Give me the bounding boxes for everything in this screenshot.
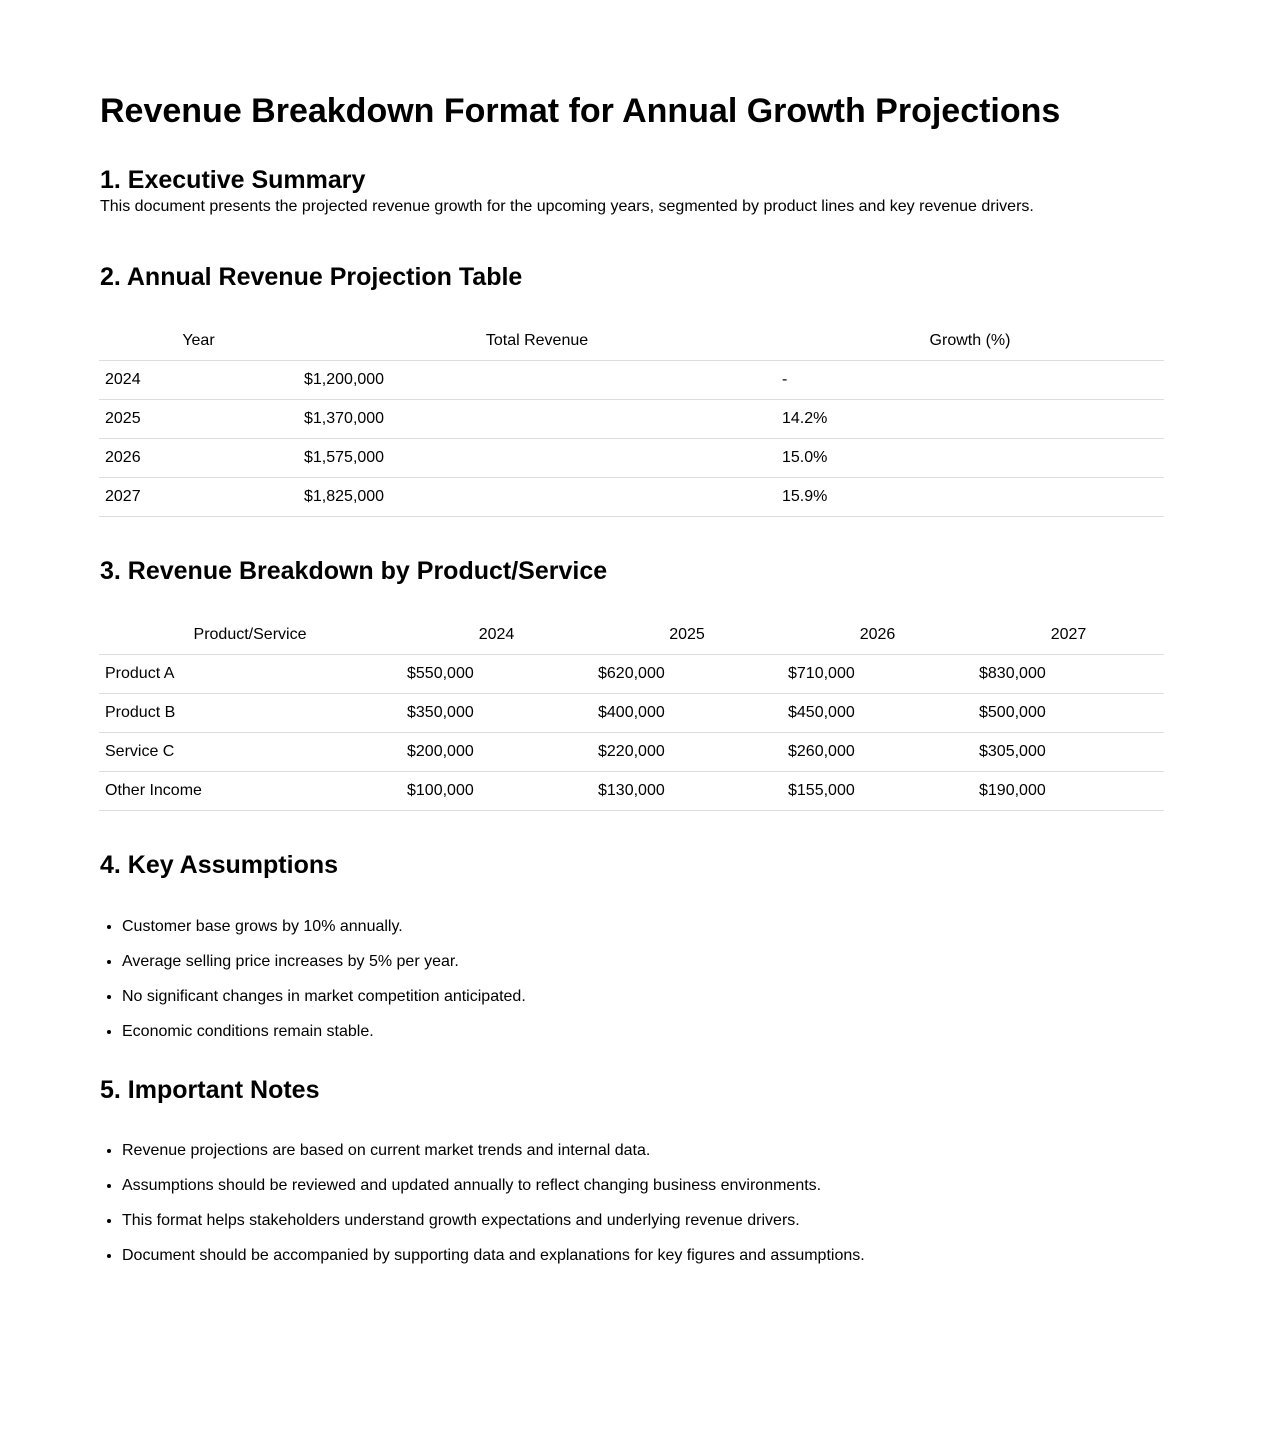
list-item: • Economic conditions remain stable. <box>122 1021 1164 1043</box>
list-item: • Assumptions should be reviewed and updated annually to reflect changing business environments. <box>122 1175 1164 1197</box>
value-cell: $620,000 <box>592 655 782 694</box>
breakdown-header-2027: 2027 <box>973 615 1164 655</box>
value-cell: $190,000 <box>973 772 1164 811</box>
value-cell: $830,000 <box>973 655 1164 694</box>
total-revenue-cell: $1,825,000 <box>298 478 776 517</box>
breakdown-header-2024: 2024 <box>401 615 592 655</box>
table-row <box>99 361 1164 400</box>
executive-summary-heading: 1. Executive Summary <box>100 166 366 194</box>
breakdown-table-heading: 3. Revenue Breakdown by Product/Service <box>100 557 608 585</box>
growth-cell: 14.2% <box>776 400 1164 439</box>
year-cell: 2026 <box>99 439 298 478</box>
projection-header-row <box>99 321 1164 361</box>
important-notes-heading: 5. Important Notes <box>100 1076 320 1104</box>
value-cell: $350,000 <box>401 694 592 733</box>
growth-cell: 15.9% <box>776 478 1164 517</box>
table-row <box>99 478 1164 517</box>
list-item: • No significant changes in market competition anticipated. <box>122 986 1164 1008</box>
value-cell: $220,000 <box>592 733 782 772</box>
breakdown-table <box>99 615 1164 811</box>
table-row <box>99 733 1164 772</box>
year-cell: 2025 <box>99 400 298 439</box>
breakdown-header-2026: 2026 <box>782 615 973 655</box>
value-cell: $450,000 <box>782 694 973 733</box>
list-item: • Average selling price increases by 5% per year. <box>122 951 1164 973</box>
document-title: Revenue Breakdown Format for Annual Growth Projections <box>100 92 1061 130</box>
total-revenue-cell: $1,575,000 <box>298 439 776 478</box>
list-item: • This format helps stakeholders understand growth expectations and underlying revenue drivers. <box>122 1210 1164 1232</box>
year-cell: 2027 <box>99 478 298 517</box>
table-row <box>99 694 1164 733</box>
important-notes-list <box>100 1140 1164 1267</box>
breakdown-header-row <box>99 615 1164 655</box>
breakdown-header-2025: 2025 <box>592 615 782 655</box>
projection-header-year: Year <box>99 321 298 361</box>
value-cell: $500,000 <box>973 694 1164 733</box>
total-revenue-cell: $1,200,000 <box>298 361 776 400</box>
table-row <box>99 439 1164 478</box>
list-item: • Document should be accompanied by supporting data and explanations for key figures and assumptions. <box>122 1245 1164 1267</box>
value-cell: $710,000 <box>782 655 973 694</box>
list-item: • Revenue projections are based on current market trends and internal data. <box>122 1140 1164 1162</box>
projection-header-total-revenue: Total Revenue <box>298 321 776 361</box>
projection-header-growth: Growth (%) <box>776 321 1164 361</box>
product-cell: Product B <box>99 694 401 733</box>
projection-table-heading: 2. Annual Revenue Projection Table <box>100 263 523 291</box>
breakdown-header-product: Product/Service <box>99 615 401 655</box>
value-cell: $155,000 <box>782 772 973 811</box>
value-cell: $260,000 <box>782 733 973 772</box>
product-cell: Other Income <box>99 772 401 811</box>
value-cell: $130,000 <box>592 772 782 811</box>
value-cell: $550,000 <box>401 655 592 694</box>
value-cell: $100,000 <box>401 772 592 811</box>
table-row <box>99 400 1164 439</box>
value-cell: $200,000 <box>401 733 592 772</box>
growth-cell: - <box>776 361 1164 400</box>
growth-cell: 15.0% <box>776 439 1164 478</box>
executive-summary-text: This document presents the projected revenue growth for the upcoming years, segmented by product lines and key revenue drivers. <box>100 198 1034 215</box>
product-cell: Product A <box>99 655 401 694</box>
key-assumptions-list <box>100 916 1164 1043</box>
value-cell: $305,000 <box>973 733 1164 772</box>
product-cell: Service C <box>99 733 401 772</box>
table-row <box>99 772 1164 811</box>
projection-table <box>99 321 1164 517</box>
year-cell: 2024 <box>99 361 298 400</box>
table-row <box>99 655 1164 694</box>
list-item: • Customer base grows by 10% annually. <box>122 916 1164 938</box>
key-assumptions-heading: 4. Key Assumptions <box>100 851 339 879</box>
value-cell: $400,000 <box>592 694 782 733</box>
total-revenue-cell: $1,370,000 <box>298 400 776 439</box>
